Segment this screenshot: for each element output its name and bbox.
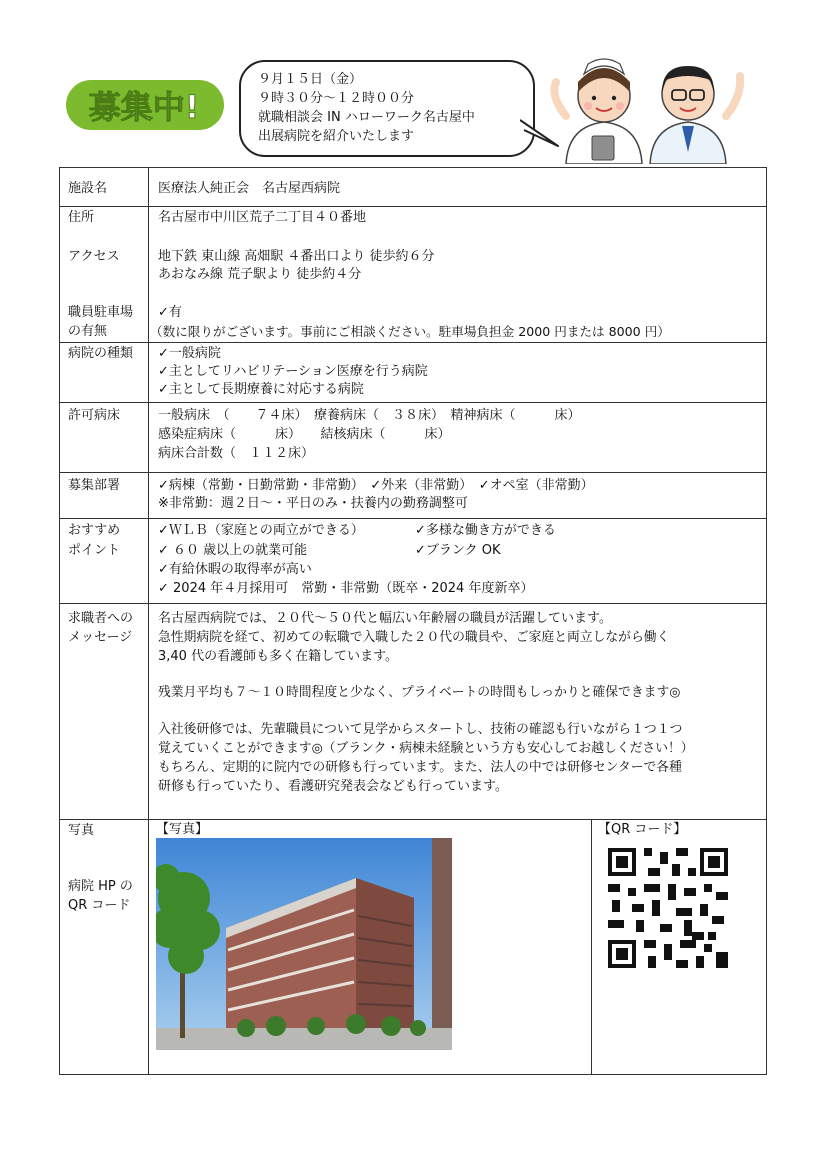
message-line: 急性期病院を経て、初めての転職で入職した２０代の職員や、ご家庭と両立しながら働く [158, 630, 670, 645]
hospital-type-item: ✓主としてリハビリテーション医療を行う病院 [158, 364, 428, 379]
recruiting-badge [64, 76, 228, 134]
event-date: ９月１５日（金） [258, 72, 363, 87]
beds-row-1: 一般病床 （ ７４床） 療養病床（ ３８床） 精神病床（ 床） [158, 408, 581, 423]
address-label: 住所 [68, 210, 95, 225]
message-line: 研修も行っていたり、看護研究発表会なども行っています。 [158, 779, 508, 794]
parking-note: （数に限りがございます。事前にご相談ください。駐車場負担金 2000 円または 8000 円） [150, 324, 670, 339]
beds-label: 許可病床 [68, 408, 121, 423]
point-item: ✓ ６０ 歳以上の就業可能 [158, 543, 308, 558]
hospital-type-label: 病院の種類 [68, 346, 134, 361]
point-item: ✓多様な働き方ができる [415, 523, 556, 538]
message-label-1: 求職者への [68, 611, 134, 626]
qr-caption: 【QR コード】 [598, 822, 687, 837]
points-label-2: ポイント [68, 543, 121, 558]
nurse-figure [554, 59, 642, 164]
parking-label-2: の有無 [68, 324, 108, 339]
message-line: もちろん、定期的に院内での研修も行っています。また、法人の中では研修センターで各種 [158, 760, 682, 775]
access-line-2: あおなみ線 荒子駅より 徒歩約４分 [158, 267, 362, 282]
parking-label-1: 職員駐車場 [68, 305, 134, 320]
facility-label: 施設名 [68, 181, 108, 196]
hospital-type-item: ✓一般病院 [158, 346, 221, 361]
point-item: ✓ 2024 年４月採用可 常勤・非常勤（既卒・2024 年度新卒） [158, 581, 534, 596]
point-item: ✓ＷＬＢ（家庭との両立ができる） [158, 523, 364, 538]
badge-text: 募集中! [88, 88, 200, 126]
beds-row-2: 感染症病床（ 床） 結核病床（ 床） [158, 427, 451, 442]
facility-name: 医療法人純正会 名古屋西病院 [158, 181, 341, 196]
access-line-1: 地下鉄 東山線 高畑駅 ４番出口より 徒歩約６分 [158, 249, 435, 264]
point-item: ✓有給休暇の取得率が高い [158, 562, 312, 577]
hospital-photo [156, 838, 452, 1050]
message-line: 残業月平均も７～１０時間程度と少なく、プライベートの時間もしっかりと確保できます◎ [158, 685, 681, 700]
point-item: ✓ブランク OK [415, 543, 501, 558]
photo-caption: 【写真】 [156, 822, 209, 837]
medical-staff-illustration [546, 56, 752, 164]
beds-total: 病床合計数（ １１２床） [158, 446, 315, 461]
doctor-figure [650, 66, 740, 164]
event-time: ９時３０分～１２時００分 [258, 91, 415, 106]
qr-label-1: 病院 HP の [68, 879, 133, 894]
message-label-2: メッセージ [68, 630, 133, 645]
qr-label-2: QR コード [68, 898, 131, 913]
info-table [59, 167, 767, 1075]
recruit-label: 募集部署 [68, 478, 121, 493]
message-line: 3,40 代の看護師も多く在籍しています。 [158, 649, 399, 664]
event-intro: 出展病院を紹介いたします [258, 129, 415, 144]
message-line: 覚えていくことができます◎（ブランク・病棟未経験という方も安心してお越しください！） [158, 741, 694, 756]
event-name: 就職相談会 IN ハローワーク名古屋中 [258, 110, 475, 125]
hospital-hp-qr-code [608, 848, 728, 968]
access-label: アクセス [68, 249, 120, 264]
message-line: 入社後研修では、先輩職員について見学からスタートし、技術の確認も行いながら１つ１つ [158, 722, 683, 737]
parking-value: ✓有 [158, 305, 182, 320]
photo-label: 写真 [68, 823, 95, 838]
bubble-text [258, 70, 475, 146]
recruit-row-1: ✓病棟（常勤・日勤常勤・非常勤） ✓外来（非常勤） ✓オペ室（非常勤） [158, 478, 594, 493]
address-value: 名古屋市中川区荒子二丁目４０番地 [158, 210, 367, 225]
hospital-type-item: ✓主として長期療養に対応する病院 [158, 382, 364, 397]
message-line: 名古屋西病院では、２０代～５０代と幅広い年齢層の職員が活躍しています。 [158, 611, 612, 626]
points-label-1: おすすめ [68, 523, 121, 538]
recruit-row-2: ※非常勤：週２日～・平日のみ・扶養内の勤務調整可 [158, 496, 468, 511]
